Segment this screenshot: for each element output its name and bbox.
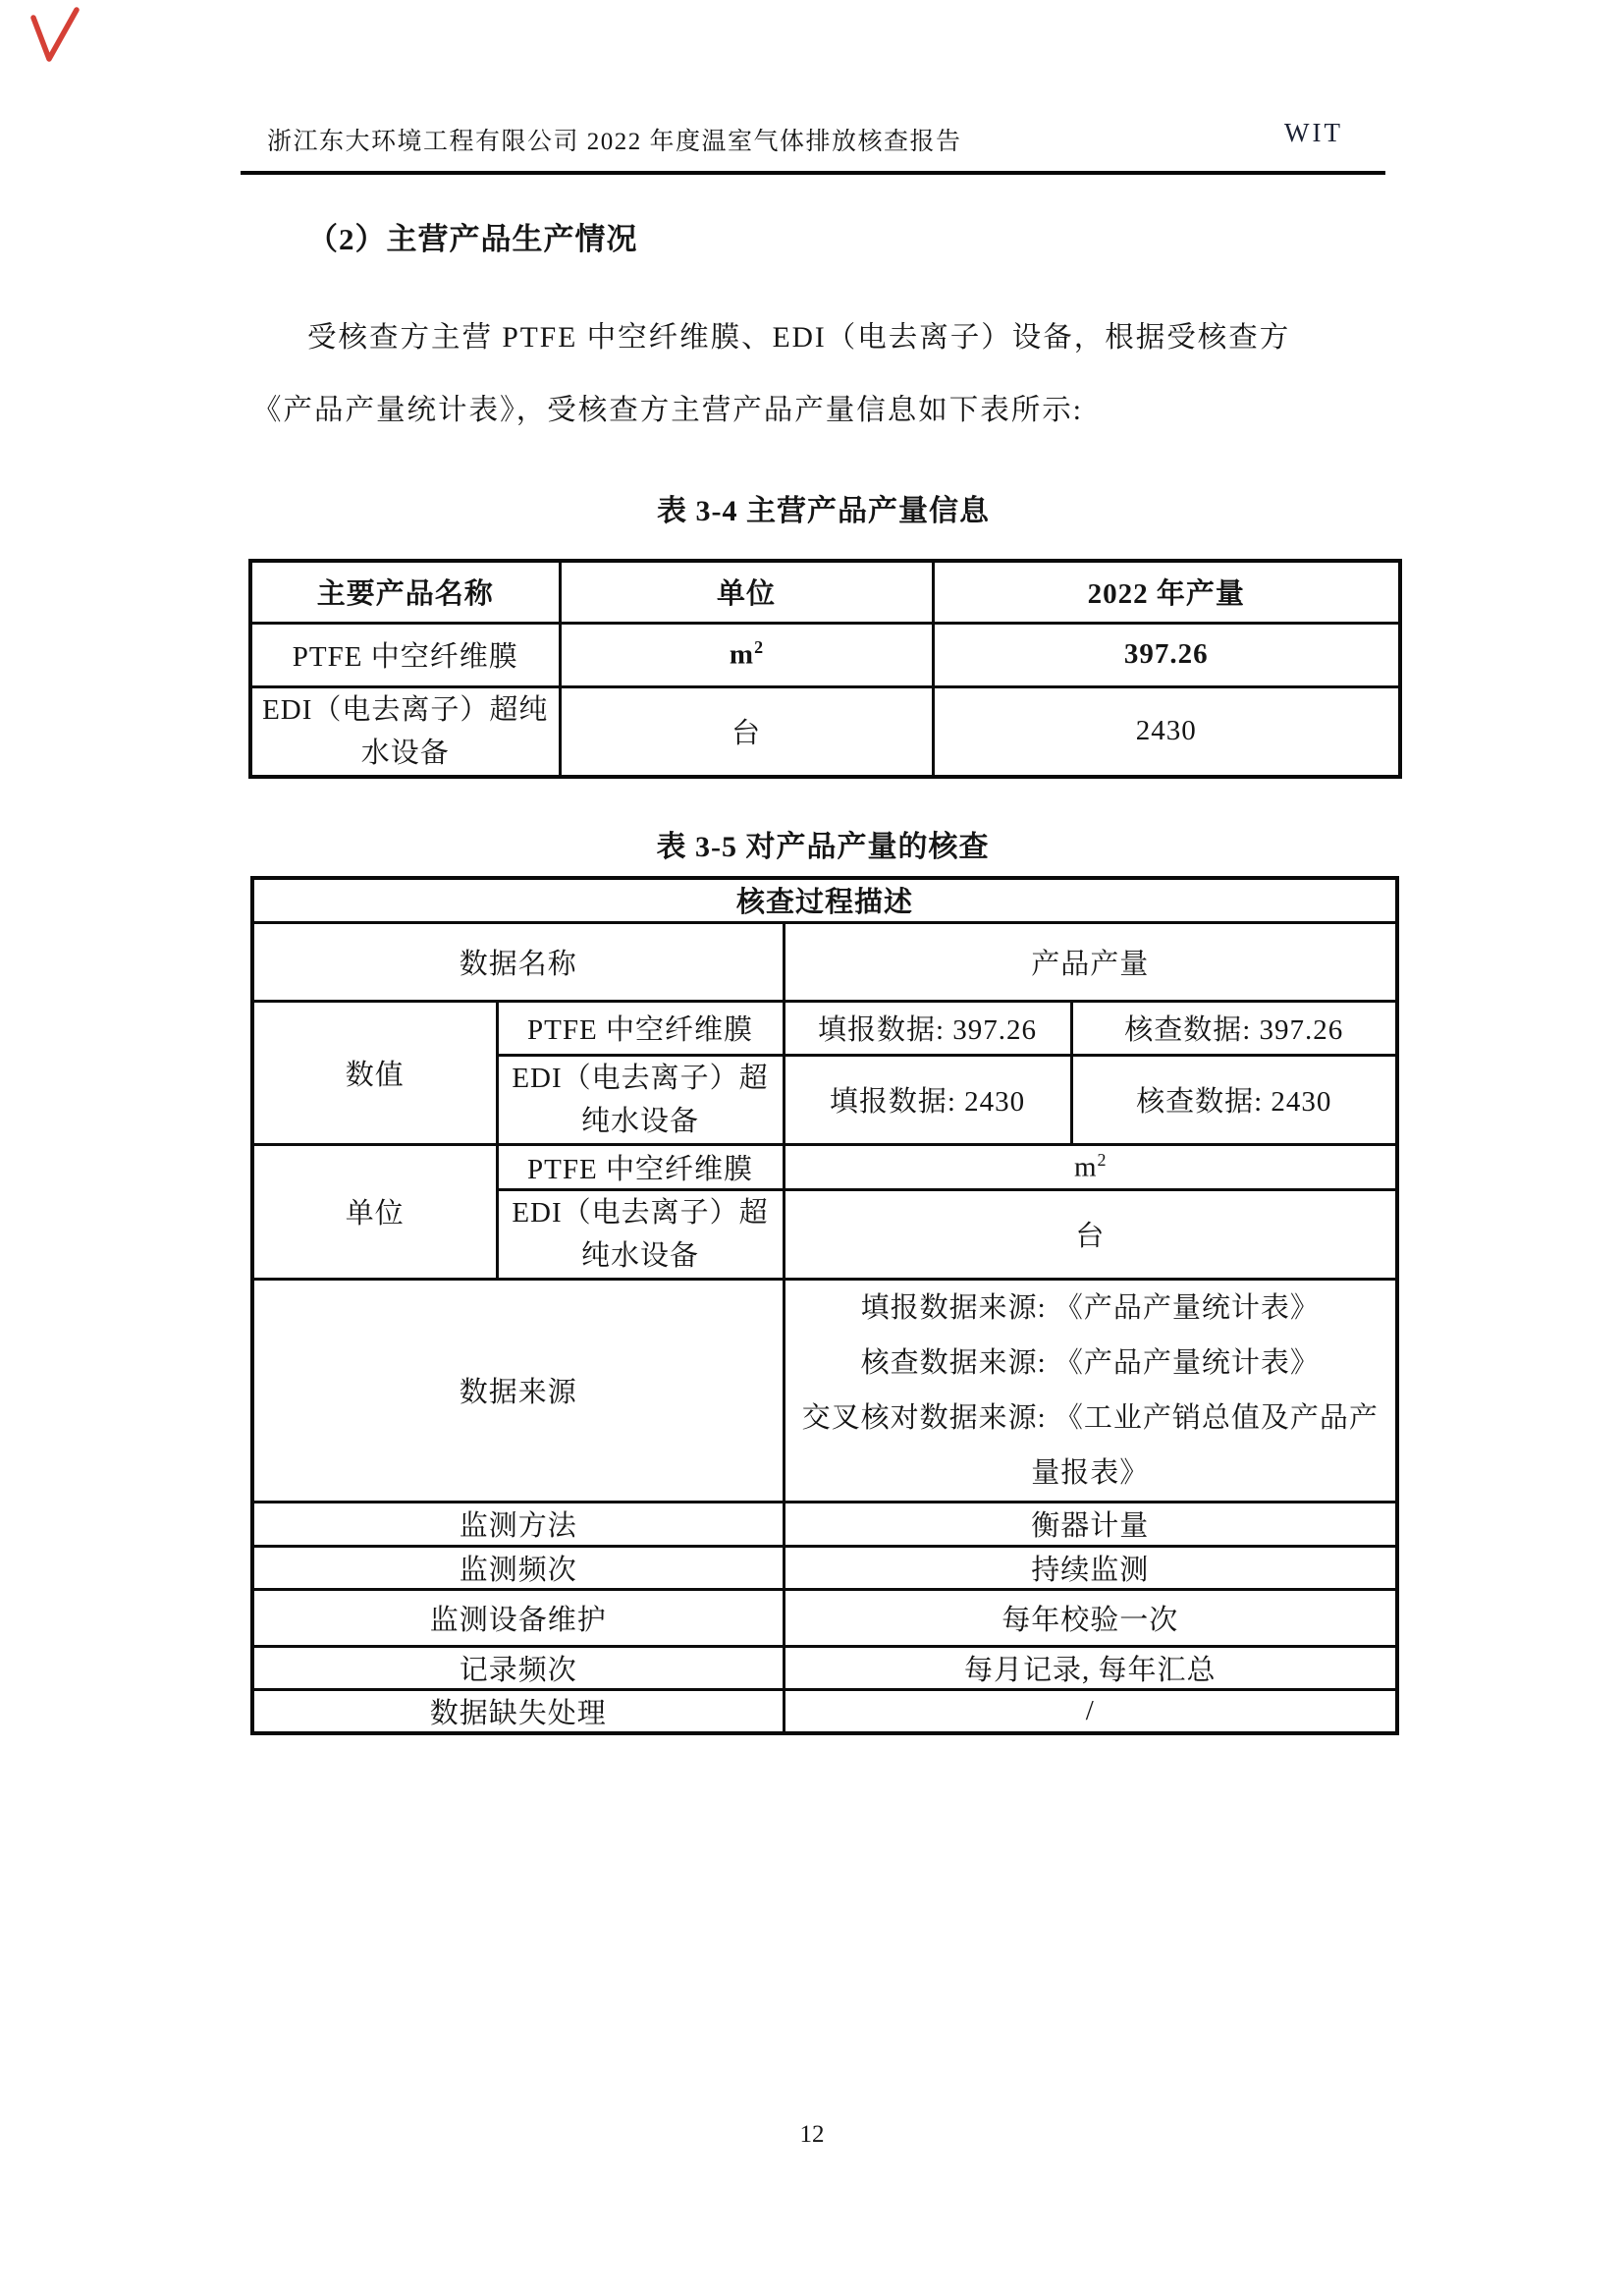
- unit-exponent: 2: [754, 637, 764, 658]
- cell-value-label: 数值: [252, 1001, 497, 1144]
- product-name-line2: 纯水设备: [580, 1239, 699, 1272]
- page-number: 12: [799, 2121, 825, 2148]
- cell-ptfe-name: PTFE 中空纤维膜: [497, 1001, 784, 1055]
- cell-record-frequency-value: 每月记录, 每年汇总: [784, 1646, 1397, 1689]
- cell-monitor-frequency-label: 监测频次: [252, 1546, 784, 1589]
- table-row: [252, 1279, 1397, 1502]
- table-3-4-product-output: [248, 559, 1402, 779]
- page-header-title: 浙江东大环境工程有限公司 2022 年度温室气体排放核查报告: [267, 129, 962, 155]
- table-row: [252, 1589, 1397, 1646]
- table-row: [252, 1546, 1397, 1589]
- cell-unit-m2: [560, 623, 933, 686]
- product-name-line2: 纯水设备: [580, 1105, 699, 1137]
- col-header-product-name: 主要产品名称: [250, 561, 560, 623]
- cell-ptfe-verified: 核查数据: 397.26: [1071, 1001, 1397, 1055]
- table-3-5-title: 表 3-5 对产品产量的核查: [656, 831, 990, 863]
- red-pen-mark: [26, 4, 82, 71]
- cell-missing-data-label: 数据缺失处理: [252, 1689, 784, 1733]
- table-row: [252, 1144, 1397, 1189]
- cell-missing-data-value: /: [784, 1689, 1397, 1733]
- cell-unit-tai: 台: [560, 686, 933, 777]
- table-3-4-title: 表 3-4 主营产品产量信息: [657, 495, 990, 527]
- table-row: [252, 1689, 1397, 1733]
- unit-base: m: [1073, 1151, 1098, 1183]
- product-name-line1: EDI（电去离子）超: [512, 1196, 769, 1229]
- cell-monitor-frequency-value: 持续监测: [784, 1546, 1397, 1589]
- cell-edi-reported: 填报数据: 2430: [784, 1055, 1071, 1144]
- table-row: [252, 1502, 1397, 1546]
- cell-data-name-value: 产品产量: [784, 922, 1397, 1001]
- cell-equipment-maintenance-value: 每年校验一次: [784, 1589, 1397, 1646]
- cell-ptfe-name-unit-row: PTFE 中空纤维膜: [497, 1144, 784, 1189]
- cell-unit-label: 单位: [252, 1144, 497, 1279]
- source-line-2: 核查数据来源: 《产品产量统计表》: [860, 1346, 1320, 1379]
- source-line-1: 填报数据来源: 《产品产量统计表》: [860, 1291, 1320, 1324]
- cell-edi-verified: 核查数据: 2430: [1071, 1055, 1397, 1144]
- table-row: [252, 1001, 1397, 1055]
- cell-edi-unit: 台: [784, 1189, 1397, 1279]
- product-name-line2: 水设备: [360, 737, 450, 769]
- col-header-unit: 单位: [560, 561, 933, 623]
- paragraph-line-2: 《产品产量统计表》，受核查方主营产品产量信息如下表所示:: [252, 395, 1083, 426]
- product-name-line1: EDI（电去离子）超: [512, 1062, 769, 1094]
- cell-edi-name-unit-row: [497, 1189, 784, 1279]
- table-header-row: [250, 561, 1400, 623]
- table-row: [252, 1646, 1397, 1689]
- cell-process-description-header: 核查过程描述: [252, 878, 1397, 922]
- cell-ptfe-reported: 填报数据: 397.26: [784, 1001, 1071, 1055]
- cell-equipment-maintenance-label: 监测设备维护: [252, 1589, 784, 1646]
- table-3-5-verification: [250, 876, 1399, 1735]
- cell-data-source-value: [784, 1279, 1397, 1502]
- source-line-4: 量报表》: [1031, 1456, 1150, 1489]
- col-header-2022-output: 2022 年产量: [933, 561, 1400, 623]
- paragraph-line-1: 受核查方主营 PTFE 中空纤维膜、EDI（电去离子）设备，根据受核查方: [307, 322, 1291, 354]
- section-heading: （2）主营产品生产情况: [307, 222, 638, 256]
- table-row: [252, 878, 1397, 922]
- product-name-line1: EDI（电去离子）超纯: [262, 693, 549, 726]
- source-line-3: 交叉核对数据来源: 《工业产销总值及产品产: [801, 1401, 1379, 1434]
- cell-ptfe-unit: [784, 1144, 1397, 1189]
- header-rule: [241, 171, 1385, 175]
- cell-product-ptfe: PTFE 中空纤维膜: [250, 623, 560, 686]
- cell-record-frequency-label: 记录频次: [252, 1646, 784, 1689]
- table-row: [252, 922, 1397, 1001]
- unit-base: m: [729, 638, 755, 671]
- cell-output-ptfe: 397.26: [933, 623, 1400, 686]
- cell-data-source-label: 数据来源: [252, 1279, 784, 1502]
- unit-exponent: 2: [1097, 1149, 1107, 1170]
- table-row: [250, 686, 1400, 777]
- cell-monitor-method-value: 衡器计量: [784, 1502, 1397, 1546]
- cell-output-edi: 2430: [933, 686, 1400, 777]
- header-logo-wit: WIT: [1284, 118, 1343, 147]
- cell-data-name-label: 数据名称: [252, 922, 784, 1001]
- cell-edi-name: [497, 1055, 784, 1144]
- cell-product-edi: [250, 686, 560, 777]
- cell-monitor-method-label: 监测方法: [252, 1502, 784, 1546]
- table-row: [250, 623, 1400, 686]
